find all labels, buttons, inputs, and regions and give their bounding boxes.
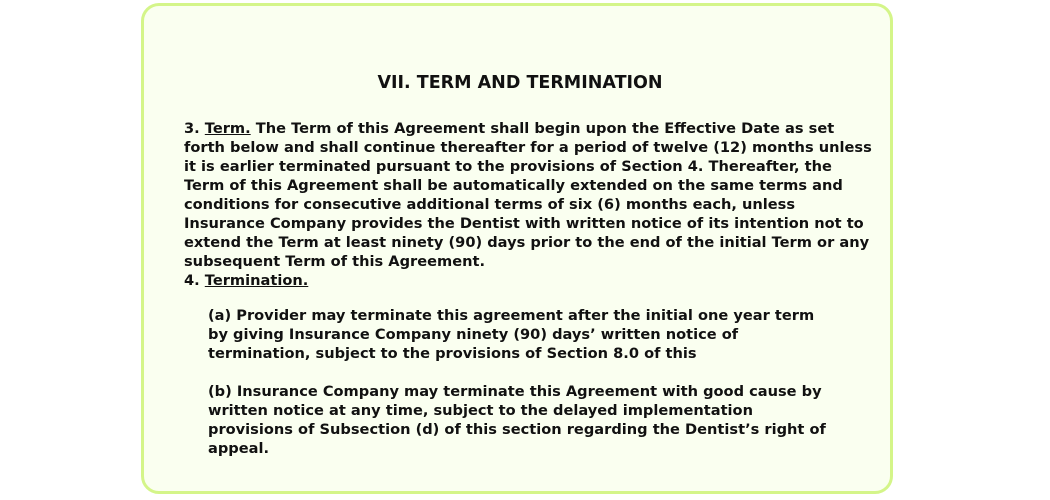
term-paragraph — [184, 119, 874, 271]
term-heading: Term. — [204, 120, 251, 137]
document-card — [141, 3, 893, 494]
termination-heading: Termination. — [204, 272, 309, 289]
termination-heading-paragraph — [184, 271, 874, 290]
section-title: VII. TERM AND TERMINATION — [377, 73, 663, 93]
termination-clause-b: (b) Insurance Company may terminate this Agreement with good cause by written notice at any time, subject to the delayed implementation provisions of Subsection (d) of this section regarding the Dentist’s right of appeal. — [208, 383, 826, 457]
term-number: 3. — [184, 120, 200, 137]
termination-clause-a: (a) Provider may terminate this agreement after the initial one year term by giving Insurance Company ninety (90) days’ written notice of termination, subject to the provisions of Section 8.0 of this — [208, 307, 815, 362]
term-body: The Term of this Agreement shall begin upon the Effective Date as set forth below and shall continue thereafter for a period of twelve (12) months unless it is earlier terminated pursuant to the provisions of Section 4. Thereafter, the Term of this Agreement shall be automatically extended on the same terms and conditions for consecutive additional terms of six (6) months each, unless Insurance Company provides the Dentist with written notice of its intention not to extend the Term at least ninety (90) days prior to the end of the initial Term or any subsequent Term of this Agreement. — [184, 120, 872, 270]
termination-number: 4. — [184, 272, 200, 289]
